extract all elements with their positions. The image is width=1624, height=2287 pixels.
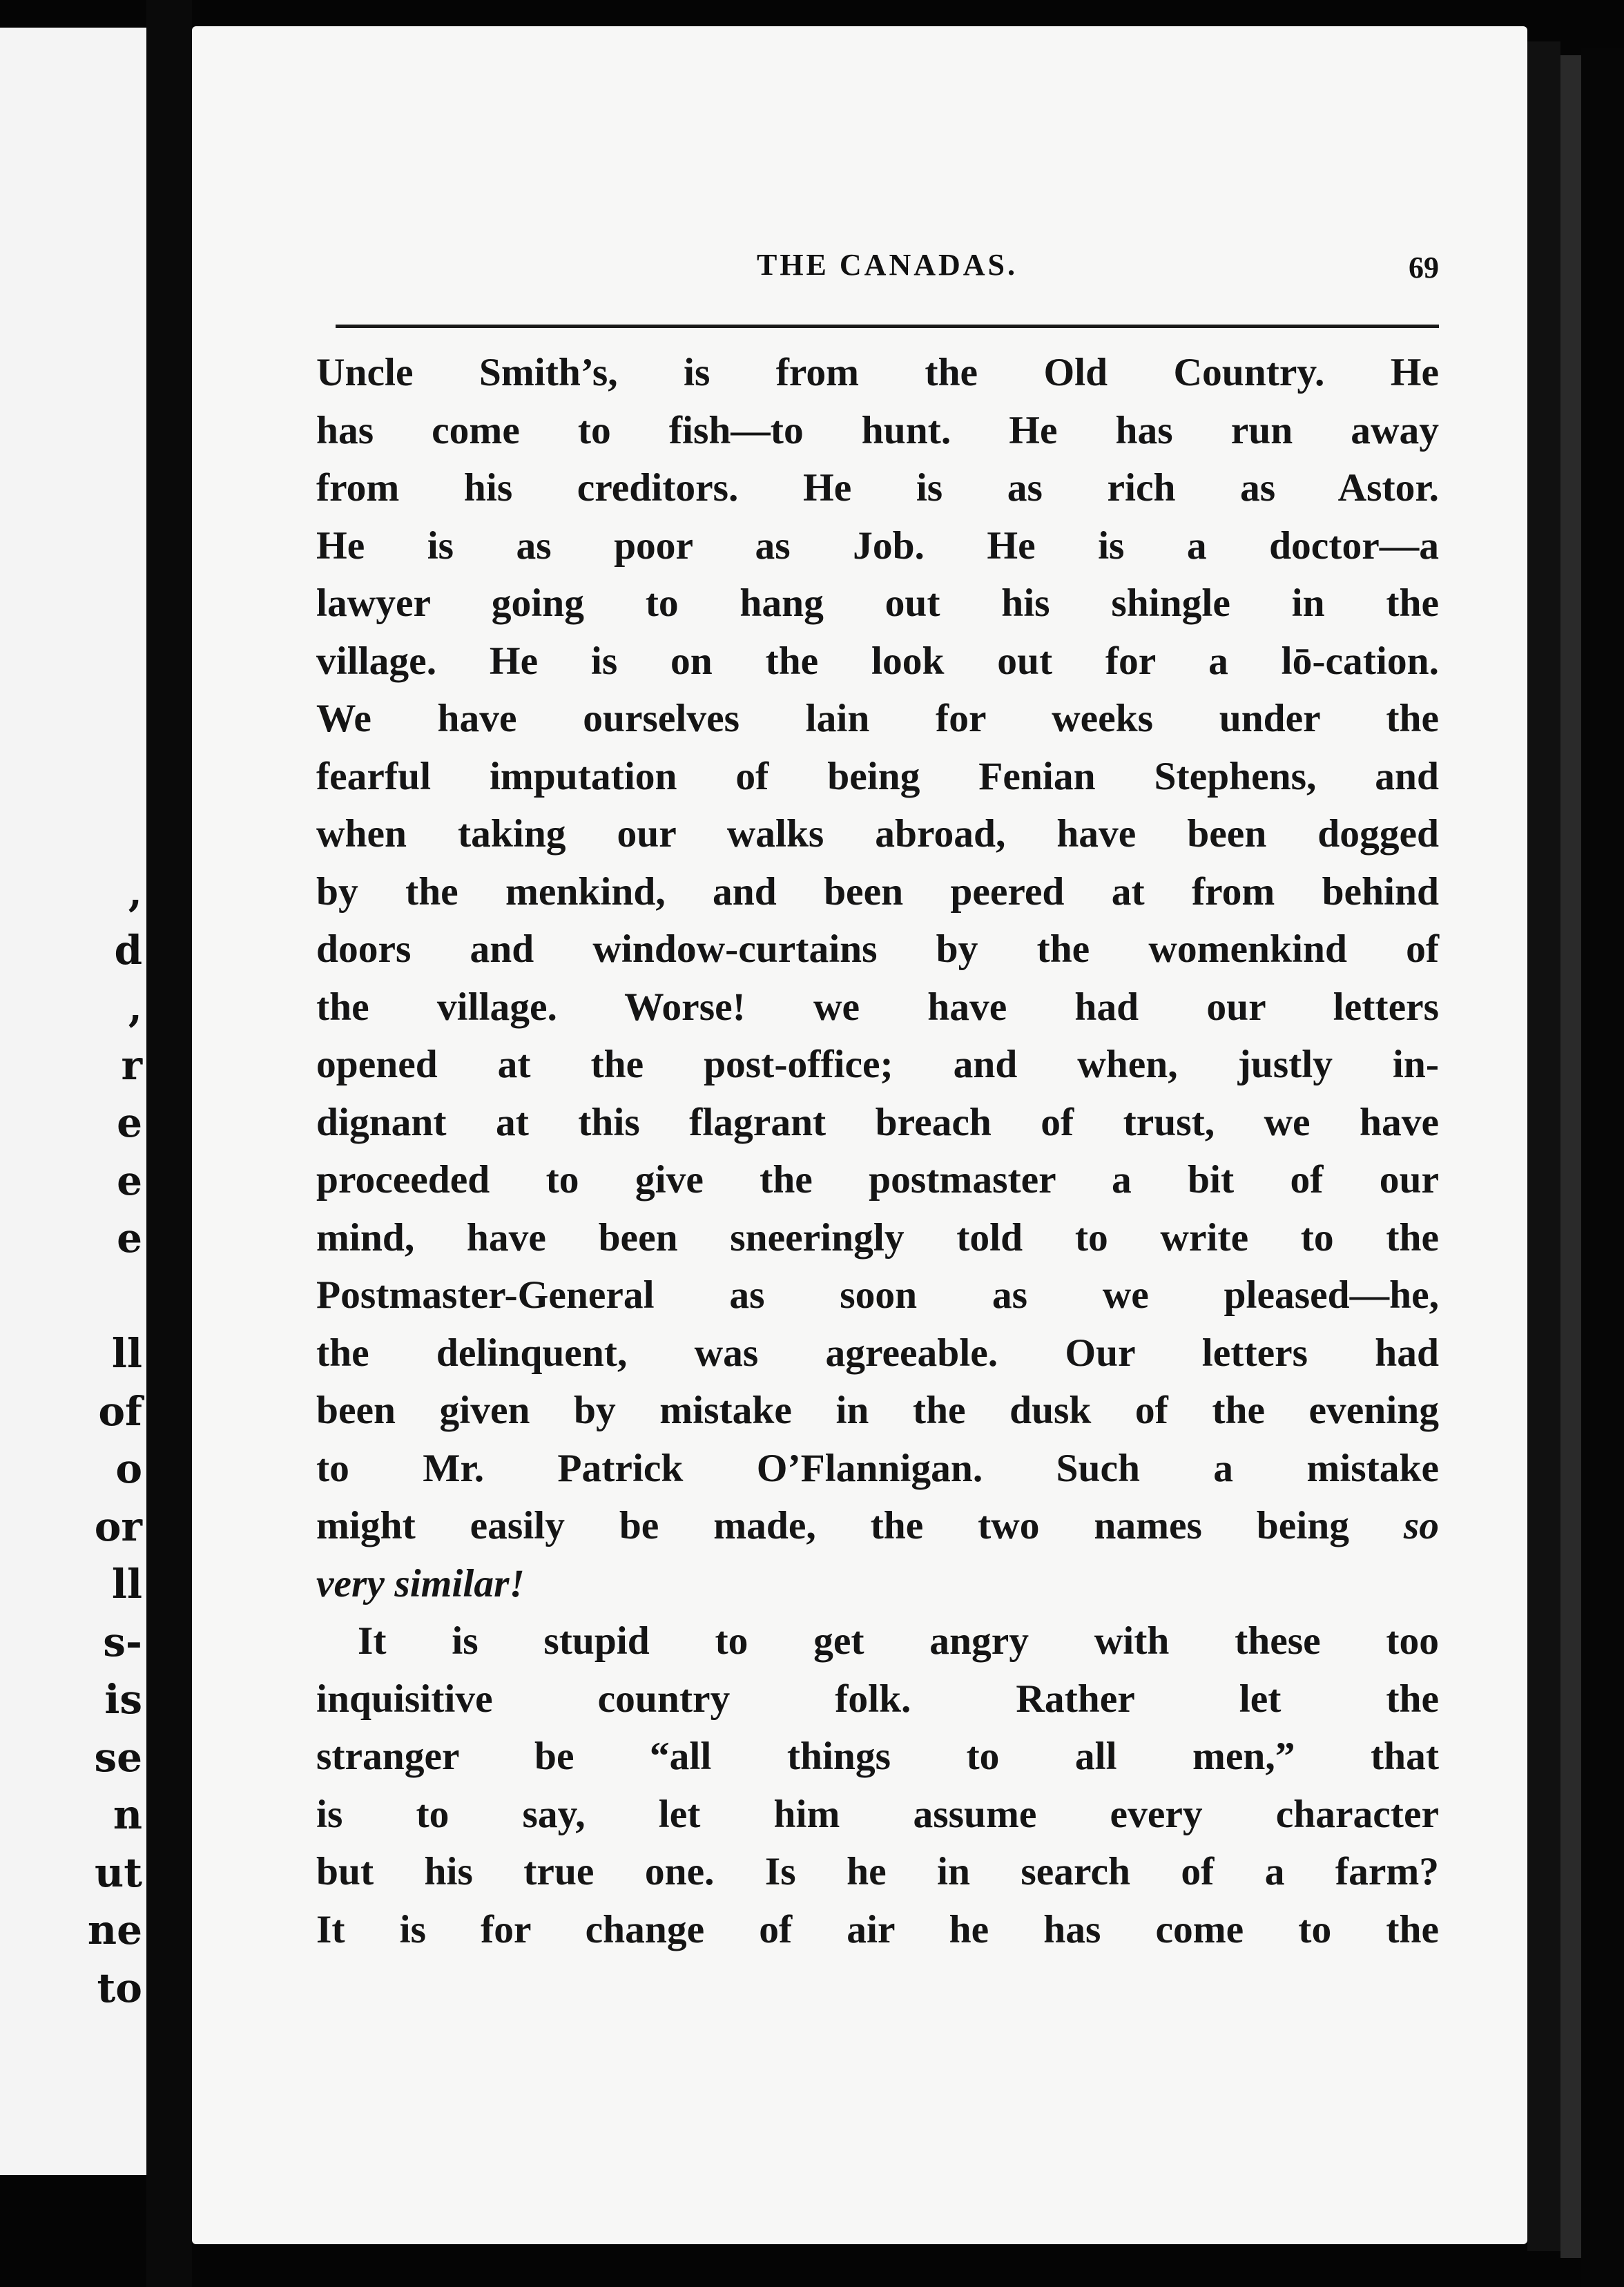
previous-page-text-fragment: d [114,926,142,974]
body-text [316,344,1439,1958]
previous-page-text-fragment: or [94,1503,142,1550]
header-rule [336,325,1439,328]
text-line: He is as poor as Job. He is a doctor—a [316,523,1439,568]
text-line: been given by mistake in the dusk of the evening [316,1389,1439,1432]
previous-page-text-fragment: ut [95,1849,142,1896]
text-line: mind, have been sneeringly told to write to the [316,1215,1439,1260]
previous-page-text-fragment: is [104,1676,142,1723]
previous-page-text-fragment: e [117,1157,142,1204]
italic-text: so [1403,1504,1440,1547]
previous-page-text-fragment: , [128,869,142,916]
text-line: the delinquent, was agreeable. Our letters had [316,1331,1439,1375]
text-line: when taking our walks abroad, have been dogged [316,812,1439,856]
text-line: inquisitive country folk. Rather let the [316,1677,1439,1721]
previous-page-text-fragment: ne [87,1907,142,1953]
text-line: We have ourselves lain for weeks under the [316,697,1439,740]
previous-page-text-fragment: e [117,1099,142,1146]
text-line: doors and window-curtains by the womenkind of [316,927,1439,971]
book-gutter [146,0,192,2287]
text-line: by the menkind, and been peered at from behind [316,869,1439,914]
text-line: lawyer going to hang out his shingle in the [316,581,1439,625]
text-line: proceeded to give the postmaster a bit of our [316,1158,1439,1202]
text-line: has come to fish—to hunt. He has run away [316,408,1439,452]
previous-page-text-fragment: ll [111,1330,142,1377]
text-segment: might easily be made, the two names being [316,1504,1349,1547]
previous-page-text-fragment: se [94,1733,142,1781]
page-block-edge [1527,41,1560,2251]
italic-text: very similar! [316,1561,525,1605]
previous-page-text-fragment: r [121,1041,142,1089]
previous-page-edge [0,28,146,2175]
previous-page-text-fragment: of [98,1387,142,1435]
text-line: the village. Worse! we have had our letters [316,985,1439,1029]
text-line: Uncle Smith’s, is from the Old Country. He [316,351,1439,394]
previous-page-text-fragment: s- [103,1618,142,1666]
text-line: fearful imputation of being Fenian Stephens, and [316,754,1439,798]
previous-page-text-fragment: to [97,1964,142,2011]
italic-line [316,1555,1439,1613]
previous-page-text-fragment: o [115,1445,142,1492]
text-line: It is for change of air he has come to the [316,1907,1439,1951]
text-line: opened at the post-office; and when, justly in- [316,1043,1439,1086]
text-line: to Mr. Patrick O’Flannigan. Such a mistake [316,1446,1439,1490]
book-page [192,26,1527,2244]
text-line: village. He is on the look out for a lō-cation. [316,639,1439,683]
text-line: is to say, let him assume every character [316,1792,1439,1836]
page-number: 69 [1409,251,1439,284]
running-head: THE CANADAS. [756,248,1018,282]
text-line: stranger be “all things to all men,” that [316,1735,1439,1778]
previous-page-text-fragment: e [117,1215,142,1262]
page-header [336,232,1439,294]
book-cover-edge [1581,48,1624,2287]
text-line-with-italic [316,1497,1439,1555]
previous-page-text-fragment: n [113,1791,142,1838]
previous-page-text-fragment: , [128,984,142,1031]
text-line: but his true one. Is he in search of a farm? [316,1850,1439,1893]
paragraph-start-line: It is stupid to get angry with these too [358,1619,1439,1663]
text-line: from his creditors. He is as rich as Astor. [316,466,1439,510]
text-line: dignant at this flagrant breach of trust, we have [316,1100,1439,1144]
text-line: Postmaster-General as soon as we pleased—he, [316,1273,1439,1317]
previous-page-text-fragment: ll [111,1561,142,1608]
page-block-edge [1560,55,1581,2258]
